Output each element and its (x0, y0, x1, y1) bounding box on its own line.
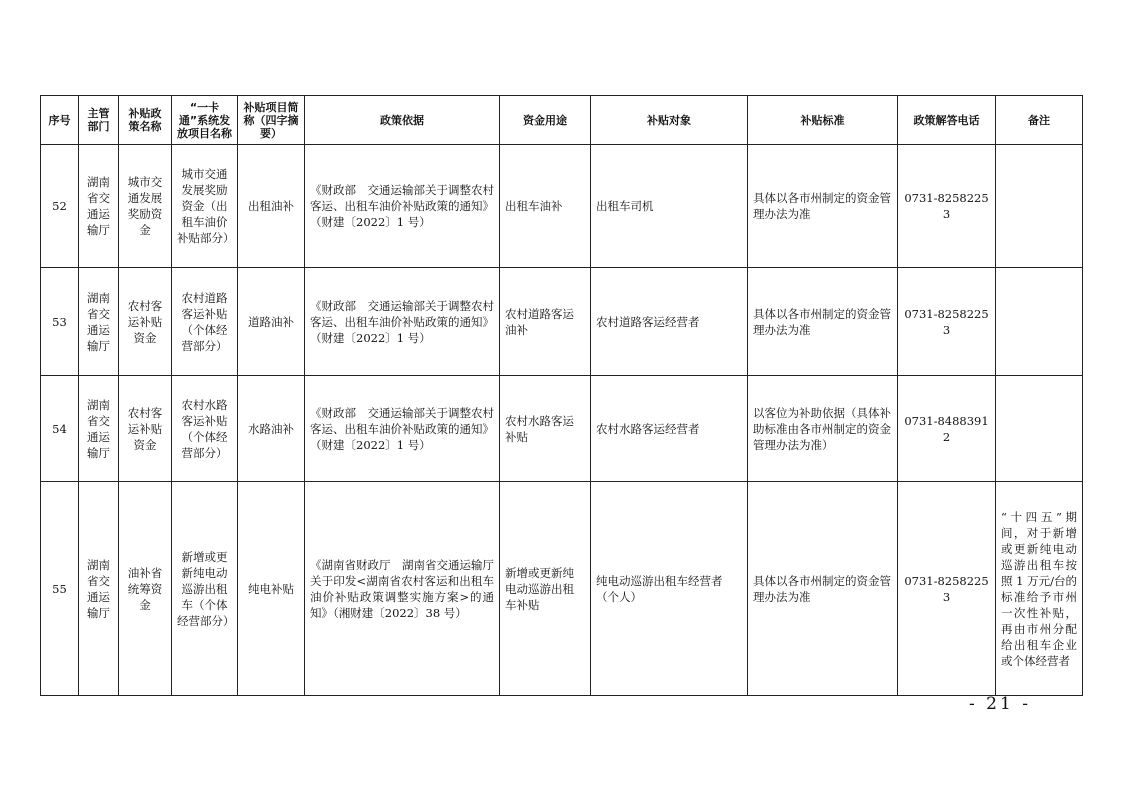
cell-card-project: 农村道路客运补贴（个体经营部分） (172, 268, 238, 376)
cell-remark (996, 145, 1083, 268)
cell-standard: 具体以各市州制定的资金管理办法为准 (748, 145, 898, 268)
cell-seq: 53 (41, 268, 79, 376)
cell-dept: 湖南省交通运输厅 (79, 376, 119, 482)
cell-phone: 0731-82582253 (898, 145, 996, 268)
cell-policy-name: 农村客运补贴资金 (119, 268, 172, 376)
page-number: - 21 - (969, 694, 1031, 714)
table-row (41, 145, 1083, 268)
cell-card-project: 新增或更新纯电动巡游出租车（个体经营部分） (172, 482, 238, 696)
cell-standard: 具体以各市州制定的资金管理办法为准 (748, 268, 898, 376)
cell-short-name: 纯电补贴 (238, 482, 305, 696)
cell-remark (996, 268, 1083, 376)
cell-card-project: 农村水路客运补贴（个体经营部分） (172, 376, 238, 482)
cell-standard: 以客位为补助依据（具体补助标准由各市州制定的资金管理办法为准） (748, 376, 898, 482)
header-phone: 政策解答电话 (898, 96, 996, 145)
cell-phone: 0731-84883912 (898, 376, 996, 482)
table-row (41, 268, 1083, 376)
header-policy-name: 补贴政策名称 (119, 96, 172, 145)
cell-dept: 湖南省交通运输厅 (79, 268, 119, 376)
cell-policy-name: 油补省统筹资金 (119, 482, 172, 696)
cell-policy-name: 城市交通发展奖励资金 (119, 145, 172, 268)
cell-usage: 农村水路客运补贴 (500, 376, 591, 482)
cell-phone: 0731-82582253 (898, 268, 996, 376)
table-row (41, 482, 1083, 696)
header-usage: 资金用途 (500, 96, 591, 145)
header-dept: 主管部门 (79, 96, 119, 145)
header-standard: 补贴标准 (748, 96, 898, 145)
cell-short-name: 水路油补 (238, 376, 305, 482)
cell-basis: 《湖南省财政厅 湖南省交通运输厅关于印发<湖南省农村客运和出租车油价补贴政策调整实施方案>的通知》（湘财建〔2022〕38 号） (305, 482, 500, 696)
cell-basis: 《财政部 交通运输部关于调整农村客运、出租车油价补贴政策的通知》（财建〔2022〕1 号） (305, 145, 500, 268)
cell-seq: 52 (41, 145, 79, 268)
cell-standard: 具体以各市州制定的资金管理办法为准 (748, 482, 898, 696)
header-card-project: “一卡通”系统发放项目名称 (172, 96, 238, 145)
cell-short-name: 道路油补 (238, 268, 305, 376)
cell-target: 出租车司机 (591, 145, 748, 268)
cell-remark (996, 376, 1083, 482)
subsidy-policy-table (40, 95, 1083, 696)
header-basis: 政策依据 (305, 96, 500, 145)
cell-short-name: 出租油补 (238, 145, 305, 268)
cell-usage: 出租车油补 (500, 145, 591, 268)
table-header-row (41, 96, 1083, 145)
cell-target: 农村水路客运经营者 (591, 376, 748, 482)
cell-usage: 新增或更新纯电动巡游出租车补贴 (500, 482, 591, 696)
cell-dept: 湖南省交通运输厅 (79, 482, 119, 696)
cell-target: 农村道路客运经营者 (591, 268, 748, 376)
table-row (41, 376, 1083, 482)
cell-remark: “十四五”期间，对于新增或更新纯电动巡游出租车按照 1 万元/台的标准给予市州一次性补贴，再由市州分配给出租车企业或个体经营者 (996, 482, 1083, 696)
cell-dept: 湖南省交通运输厅 (79, 145, 119, 268)
header-short-name: 补贴项目简称（四字摘要） (238, 96, 305, 145)
header-remark: 备注 (996, 96, 1083, 145)
cell-usage: 农村道路客运油补 (500, 268, 591, 376)
cell-seq: 54 (41, 376, 79, 482)
cell-seq: 55 (41, 482, 79, 696)
cell-card-project: 城市交通发展奖励资金（出租车油价补贴部分） (172, 145, 238, 268)
header-seq: 序号 (41, 96, 79, 145)
cell-basis: 《财政部 交通运输部关于调整农村客运、出租车油价补贴政策的通知》（财建〔2022〕1 号） (305, 268, 500, 376)
cell-target: 纯电动巡游出租车经营者（个人） (591, 482, 748, 696)
cell-phone: 0731-82582253 (898, 482, 996, 696)
cell-policy-name: 农村客运补贴资金 (119, 376, 172, 482)
header-target: 补贴对象 (591, 96, 748, 145)
cell-basis: 《财政部 交通运输部关于调整农村客运、出租车油价补贴政策的通知》（财建〔2022〕1 号） (305, 376, 500, 482)
